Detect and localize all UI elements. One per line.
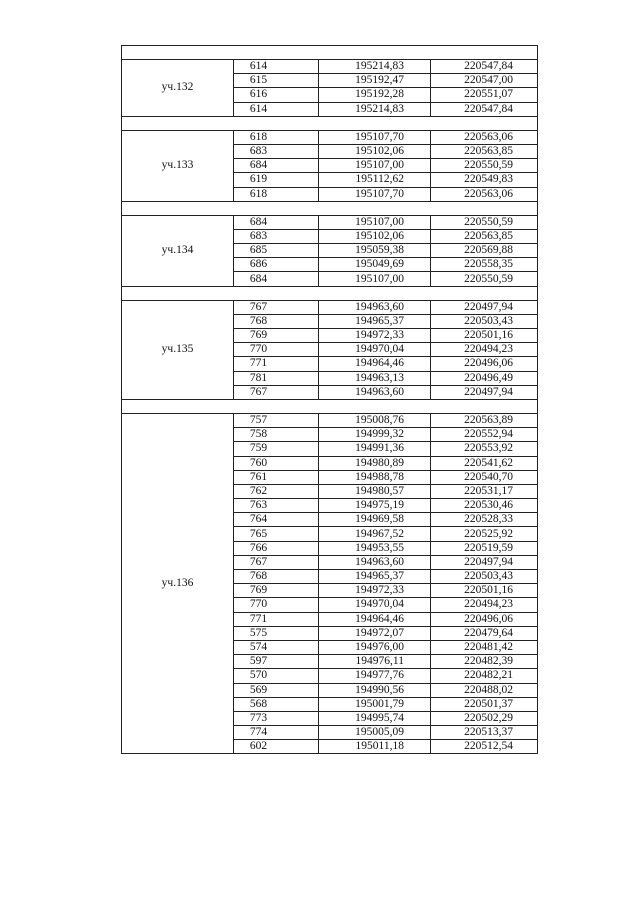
coord-y-cell: 220547,84 [431,102,538,116]
parcel-label: уч.135 [122,300,234,399]
point-number-cell: 771 [234,357,319,371]
coordinates-table-body [122,46,538,754]
coord-y-cell: 220513,37 [431,726,538,740]
coord-x-cell: 195107,00 [319,272,431,286]
coord-x-cell: 194976,00 [319,640,431,654]
coord-x-cell: 195049,69 [319,258,431,272]
separator-cell [122,116,538,130]
point-number-cell: 760 [234,456,319,470]
point-number-cell: 618 [234,187,319,201]
coord-y-cell: 220528,33 [431,513,538,527]
coord-x-cell: 195214,83 [319,102,431,116]
point-number-cell: 763 [234,499,319,513]
coord-x-cell: 194980,57 [319,484,431,498]
point-number-cell: 614 [234,102,319,116]
point-number-cell: 683 [234,229,319,243]
point-number-cell: 685 [234,244,319,258]
coord-y-cell: 220496,06 [431,612,538,626]
coord-x-cell: 194980,89 [319,456,431,470]
coord-x-cell: 194990,56 [319,683,431,697]
coord-y-cell: 220558,35 [431,258,538,272]
coord-y-cell: 220547,00 [431,74,538,88]
table-row [122,60,538,74]
coord-x-cell: 194970,04 [319,343,431,357]
coord-y-cell: 220494,23 [431,343,538,357]
coord-y-cell: 220530,46 [431,499,538,513]
coord-x-cell: 194995,74 [319,711,431,725]
point-number-cell: 771 [234,612,319,626]
point-number-cell: 762 [234,484,319,498]
table-row [122,130,538,144]
coord-y-cell: 220482,39 [431,655,538,669]
coord-y-cell: 220496,49 [431,371,538,385]
point-number-cell: 781 [234,371,319,385]
coord-x-cell: 195107,00 [319,215,431,229]
coord-y-cell: 220503,43 [431,314,538,328]
point-number-cell: 684 [234,159,319,173]
coord-y-cell: 220540,70 [431,470,538,484]
separator-row [122,116,538,130]
point-number-cell: 769 [234,584,319,598]
coord-y-cell: 220502,29 [431,711,538,725]
coord-x-cell: 195011,18 [319,740,431,754]
point-number-cell: 686 [234,258,319,272]
coord-y-cell: 220541,62 [431,456,538,470]
coordinates-table [121,45,538,754]
coord-y-cell: 220550,59 [431,272,538,286]
separator-row [122,286,538,300]
point-number-cell: 759 [234,442,319,456]
coord-y-cell: 220496,06 [431,357,538,371]
coord-x-cell: 195192,47 [319,74,431,88]
coord-x-cell: 194988,78 [319,470,431,484]
coord-y-cell: 220512,54 [431,740,538,754]
table-row [122,215,538,229]
parcel-label: уч.136 [122,413,234,754]
coord-x-cell: 194977,76 [319,669,431,683]
point-number-cell: 568 [234,697,319,711]
coord-x-cell: 195102,06 [319,229,431,243]
point-number-cell: 758 [234,428,319,442]
coord-y-cell: 220501,16 [431,329,538,343]
coord-x-cell: 194972,33 [319,584,431,598]
coord-x-cell: 194972,07 [319,626,431,640]
coord-y-cell: 220497,94 [431,555,538,569]
coord-x-cell: 194963,60 [319,385,431,399]
point-number-cell: 575 [234,626,319,640]
coord-x-cell: 195059,38 [319,244,431,258]
coord-x-cell: 194963,13 [319,371,431,385]
point-number-cell: 683 [234,144,319,158]
table-row [122,300,538,314]
coord-x-cell: 195005,09 [319,726,431,740]
coord-y-cell: 220550,59 [431,215,538,229]
coord-y-cell: 220547,84 [431,60,538,74]
point-number-cell: 618 [234,130,319,144]
coord-x-cell: 194967,52 [319,527,431,541]
coord-x-cell: 194965,37 [319,570,431,584]
point-number-cell: 602 [234,740,319,754]
coord-y-cell: 220479,64 [431,626,538,640]
point-number-cell: 765 [234,527,319,541]
separator-row [122,46,538,60]
coord-x-cell: 195112,62 [319,173,431,187]
coord-x-cell: 195107,00 [319,159,431,173]
coord-y-cell: 220488,02 [431,683,538,697]
point-number-cell: 761 [234,470,319,484]
point-number-cell: 684 [234,215,319,229]
coord-y-cell: 220503,43 [431,570,538,584]
coord-y-cell: 220550,59 [431,159,538,173]
coord-x-cell: 194964,46 [319,357,431,371]
point-number-cell: 767 [234,300,319,314]
point-number-cell: 764 [234,513,319,527]
point-number-cell: 570 [234,669,319,683]
point-number-cell: 615 [234,74,319,88]
coord-x-cell: 194991,36 [319,442,431,456]
parcel-label: уч.134 [122,215,234,286]
coord-x-cell: 194970,04 [319,598,431,612]
coord-x-cell: 195192,28 [319,88,431,102]
coord-x-cell: 194963,60 [319,300,431,314]
coord-y-cell: 220501,16 [431,584,538,598]
coord-y-cell: 220552,94 [431,428,538,442]
coord-y-cell: 220563,06 [431,130,538,144]
coord-x-cell: 194969,58 [319,513,431,527]
coord-x-cell: 194953,55 [319,541,431,555]
point-number-cell: 767 [234,385,319,399]
separator-cell [122,286,538,300]
point-number-cell: 597 [234,655,319,669]
coord-y-cell: 220497,94 [431,300,538,314]
coord-y-cell: 220553,92 [431,442,538,456]
coord-x-cell: 194972,33 [319,329,431,343]
point-number-cell: 616 [234,88,319,102]
coord-y-cell: 220551,07 [431,88,538,102]
point-number-cell: 773 [234,711,319,725]
point-number-cell: 619 [234,173,319,187]
coord-y-cell: 220481,42 [431,640,538,654]
coord-y-cell: 220501,37 [431,697,538,711]
coord-x-cell: 195008,76 [319,413,431,427]
point-number-cell: 769 [234,329,319,343]
coord-x-cell: 194976,11 [319,655,431,669]
parcel-label: уч.132 [122,60,234,117]
point-number-cell: 767 [234,555,319,569]
coord-x-cell: 195214,83 [319,60,431,74]
coord-y-cell: 220519,59 [431,541,538,555]
point-number-cell: 768 [234,570,319,584]
point-number-cell: 770 [234,598,319,612]
separator-cell [122,399,538,413]
coord-y-cell: 220494,23 [431,598,538,612]
parcel-label: уч.133 [122,130,234,201]
separator-cell [122,46,538,60]
point-number-cell: 614 [234,60,319,74]
coord-x-cell: 195001,79 [319,697,431,711]
separator-row [122,201,538,215]
coord-x-cell: 194964,46 [319,612,431,626]
coord-x-cell: 194999,32 [319,428,431,442]
coord-y-cell: 220549,83 [431,173,538,187]
separator-row [122,399,538,413]
coord-x-cell: 194975,19 [319,499,431,513]
point-number-cell: 774 [234,726,319,740]
coord-y-cell: 220563,06 [431,187,538,201]
coord-y-cell: 220563,85 [431,144,538,158]
point-number-cell: 757 [234,413,319,427]
coord-y-cell: 220563,85 [431,229,538,243]
coord-y-cell: 220497,94 [431,385,538,399]
point-number-cell: 684 [234,272,319,286]
coord-y-cell: 220525,92 [431,527,538,541]
coord-x-cell: 195102,06 [319,144,431,158]
point-number-cell: 768 [234,314,319,328]
coord-y-cell: 220531,17 [431,484,538,498]
separator-cell [122,201,538,215]
point-number-cell: 766 [234,541,319,555]
point-number-cell: 770 [234,343,319,357]
point-number-cell: 569 [234,683,319,697]
coord-x-cell: 195107,70 [319,130,431,144]
table-row [122,413,538,427]
coord-y-cell: 220563,89 [431,413,538,427]
coord-x-cell: 194965,37 [319,314,431,328]
point-number-cell: 574 [234,640,319,654]
coord-x-cell: 194963,60 [319,555,431,569]
coord-y-cell: 220569,88 [431,244,538,258]
coord-x-cell: 195107,70 [319,187,431,201]
coord-y-cell: 220482,21 [431,669,538,683]
